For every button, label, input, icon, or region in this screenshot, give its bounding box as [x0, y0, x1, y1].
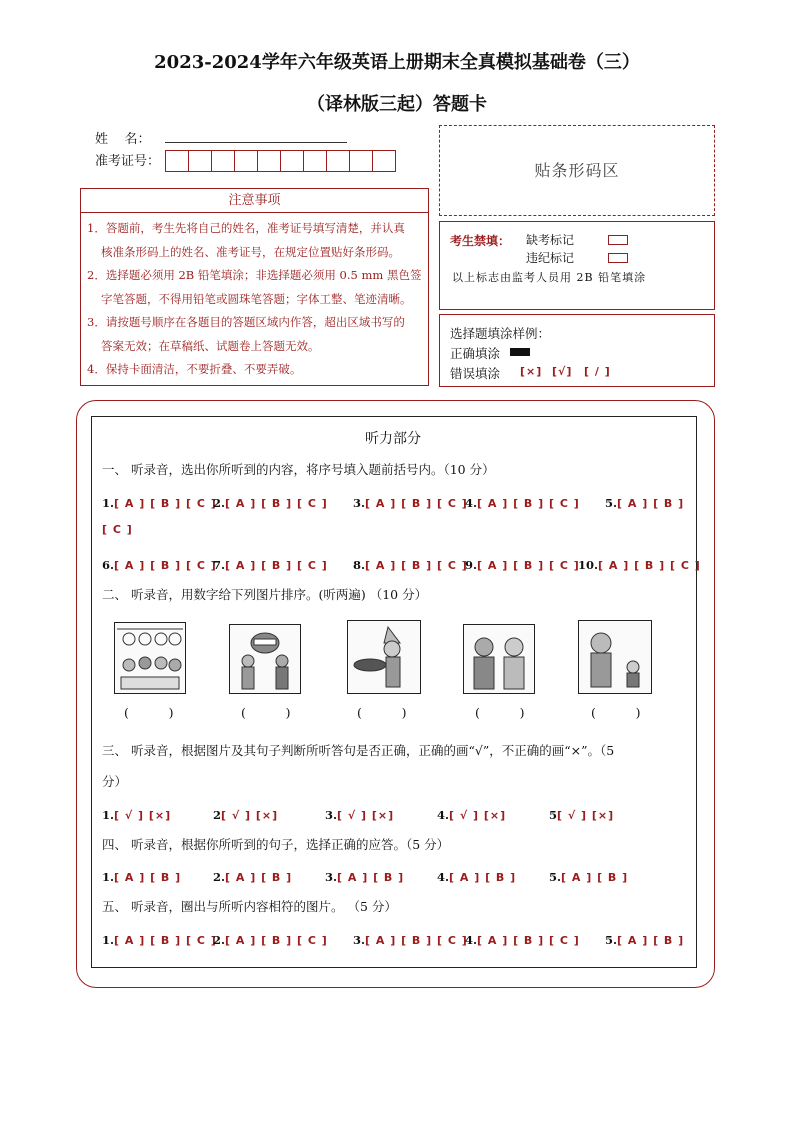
- correct-fill-label: 正确填涂: [450, 346, 501, 361]
- answer-item[interactable]: 3.[ A ] [ B ] [ C ]: [353, 933, 468, 947]
- section-3-title: 三、 听录音，根据图片及其句子判断所听答句是否正确，正确的画“√”，不正确的画“×”。（5: [102, 743, 615, 758]
- answer-item[interactable]: 1.[ √ ] [×]: [102, 808, 172, 822]
- wrong-mark-sample: [ / ]: [584, 365, 611, 378]
- order-blank[interactable]: ( ): [357, 705, 407, 720]
- notice-line: 3．请按题号顺序在各题目的答题区域内作答，超出区域书写的: [87, 315, 405, 329]
- answer-item[interactable]: 1.[ A ] [ B ] [ C ]: [102, 496, 217, 510]
- wrong-fill-label: 错误填涂: [450, 366, 501, 381]
- id-digit-box[interactable]: [326, 150, 350, 172]
- absent-mark-box[interactable]: [608, 235, 628, 245]
- picture-animals-eating: [463, 624, 535, 694]
- answer-item[interactable]: 2.[ A ] [ B ] [ C ]: [213, 496, 328, 510]
- barcode-area: [439, 125, 715, 216]
- id-digit-box[interactable]: [234, 150, 258, 172]
- notice-line: 答案无效；在草稿纸、试题卷上答题无效。: [101, 338, 320, 353]
- answer-item[interactable]: 10.[ A ] [ B ] [ C ]: [578, 558, 701, 572]
- answer-item[interactable]: 5[ √ ] [×]: [549, 808, 615, 822]
- answer-item[interactable]: 2.[ A ] [ B ]: [213, 870, 293, 884]
- forbidden-note: 以上标志由监考人员用 2B 铅笔填涂: [452, 271, 647, 284]
- id-digit-box[interactable]: [165, 150, 189, 172]
- answer-item[interactable]: 3.[ A ] [ B ] [ C ]: [353, 496, 468, 510]
- picture-mouse-dragon: [347, 620, 421, 694]
- id-digit-box[interactable]: [280, 150, 304, 172]
- wrong-mark-sample: [√]: [552, 365, 573, 378]
- section-5-title: 五、 听录音，圈出与所听内容相符的图片。 （5 分）: [102, 899, 397, 914]
- section-4-title: 四、 听录音，根据你所听到的句子，选择正确的应答。（5 分）: [102, 837, 450, 852]
- order-blank[interactable]: ( ): [241, 705, 291, 720]
- answer-item[interactable]: 4.[ A ] [ B ] [ C ]: [465, 933, 580, 947]
- notice-line: 字笔答题，不得用铅笔或圆珠笔答题；字体工整、笔迹清晰。: [101, 291, 412, 306]
- page-title: 2023-2024学年六年级英语上册期末全真模拟基础卷（三）: [154, 52, 640, 73]
- answer-item[interactable]: 7.[ A ] [ B ] [ C ]: [213, 558, 328, 572]
- id-digit-box[interactable]: [303, 150, 327, 172]
- answer-item[interactable]: 5.[ A ] [ B ]: [605, 496, 685, 510]
- answer-item[interactable]: 3.[ A ] [ B ]: [325, 870, 405, 884]
- section-2-title: 二、 听录音，用数字给下列图片排序。(听两遍) （10 分）: [102, 587, 428, 602]
- name-field[interactable]: [165, 142, 347, 143]
- answer-item[interactable]: 2[ √ ] [×]: [213, 808, 279, 822]
- notice-line: 4．保持卡面清洁，不要折叠、不要弄破。: [87, 362, 302, 376]
- notice-line: 核准条形码上的姓名、准考证号，在规定位置贴好条形码。: [101, 244, 400, 259]
- answer-item[interactable]: 2.[ A ] [ B ] [ C ]: [213, 933, 328, 947]
- violation-mark-box[interactable]: [608, 253, 628, 263]
- wrong-mark-sample: [×]: [520, 365, 543, 378]
- answer-item[interactable]: 1.[ A ] [ B ] [ C ]: [102, 933, 217, 947]
- order-blank[interactable]: ( ): [475, 705, 525, 720]
- answer-item[interactable]: 1.[ A ] [ B ]: [102, 870, 182, 884]
- fill-example-box: [439, 314, 715, 387]
- barcode-label: 贴条形码区: [534, 161, 620, 180]
- picture-tiger-mouse: [578, 620, 652, 694]
- answer-item[interactable]: 4.[ A ] [ B ]: [437, 870, 517, 884]
- notice-heading: 注意事项: [81, 189, 428, 213]
- picture-party-table: [114, 622, 186, 694]
- name-label: 姓 名：: [95, 132, 151, 147]
- correct-fill-sample: [510, 348, 530, 356]
- id-digit-box[interactable]: [188, 150, 212, 172]
- notice-line: 2．选择题必须用 2B 铅笔填涂；非选择题必须用 0.5 mm 黑色签: [87, 268, 422, 282]
- section-3-title-cont: 分）: [102, 774, 128, 789]
- answer-item[interactable]: 5.[ A ] [ B ]: [605, 933, 685, 947]
- answer-item[interactable]: 8.[ A ] [ B ] [ C ]: [353, 558, 468, 572]
- listening-heading: 听力部分: [365, 431, 421, 447]
- id-digit-box[interactable]: [372, 150, 396, 172]
- id-digit-box[interactable]: [257, 150, 281, 172]
- exam-id-boxes[interactable]: [166, 150, 396, 172]
- answer-item[interactable]: 5.[ A ] [ B ]: [549, 870, 629, 884]
- page-subtitle: （译林版三起）答题卡: [307, 94, 487, 115]
- forbidden-box: [439, 221, 715, 310]
- answer-item-wrap[interactable]: [ C ]: [102, 523, 133, 536]
- violation-label: 违纪标记: [526, 251, 575, 265]
- answer-item[interactable]: 4.[ √ ] [×]: [437, 808, 507, 822]
- answer-item[interactable]: 6.[ A ] [ B ] [ C ]: [102, 558, 217, 572]
- order-blank[interactable]: ( ): [591, 705, 641, 720]
- absent-label: 缺考标记: [526, 233, 575, 247]
- notice-box: [80, 188, 429, 386]
- picture-lantern: [229, 624, 301, 694]
- answer-item[interactable]: 3.[ √ ] [×]: [325, 808, 395, 822]
- forbidden-label: 考生禁填：: [450, 234, 511, 248]
- answer-item[interactable]: 4.[ A ] [ B ] [ C ]: [465, 496, 580, 510]
- notice-line: 1．答题前，考生先将自己的姓名，准考证号填写清楚，并认真: [87, 221, 405, 235]
- answer-item[interactable]: 9.[ A ] [ B ] [ C ]: [465, 558, 580, 572]
- id-digit-box[interactable]: [349, 150, 373, 172]
- id-digit-box[interactable]: [211, 150, 235, 172]
- exam-id-label: 准考证号：: [95, 154, 161, 169]
- fill-example-title: 选择题填涂样例：: [450, 326, 551, 341]
- section-1-title: 一、 听录音，选出你所听到的内容，将序号填入题前括号内。（10 分）: [102, 462, 495, 477]
- order-blank[interactable]: ( ): [124, 705, 174, 720]
